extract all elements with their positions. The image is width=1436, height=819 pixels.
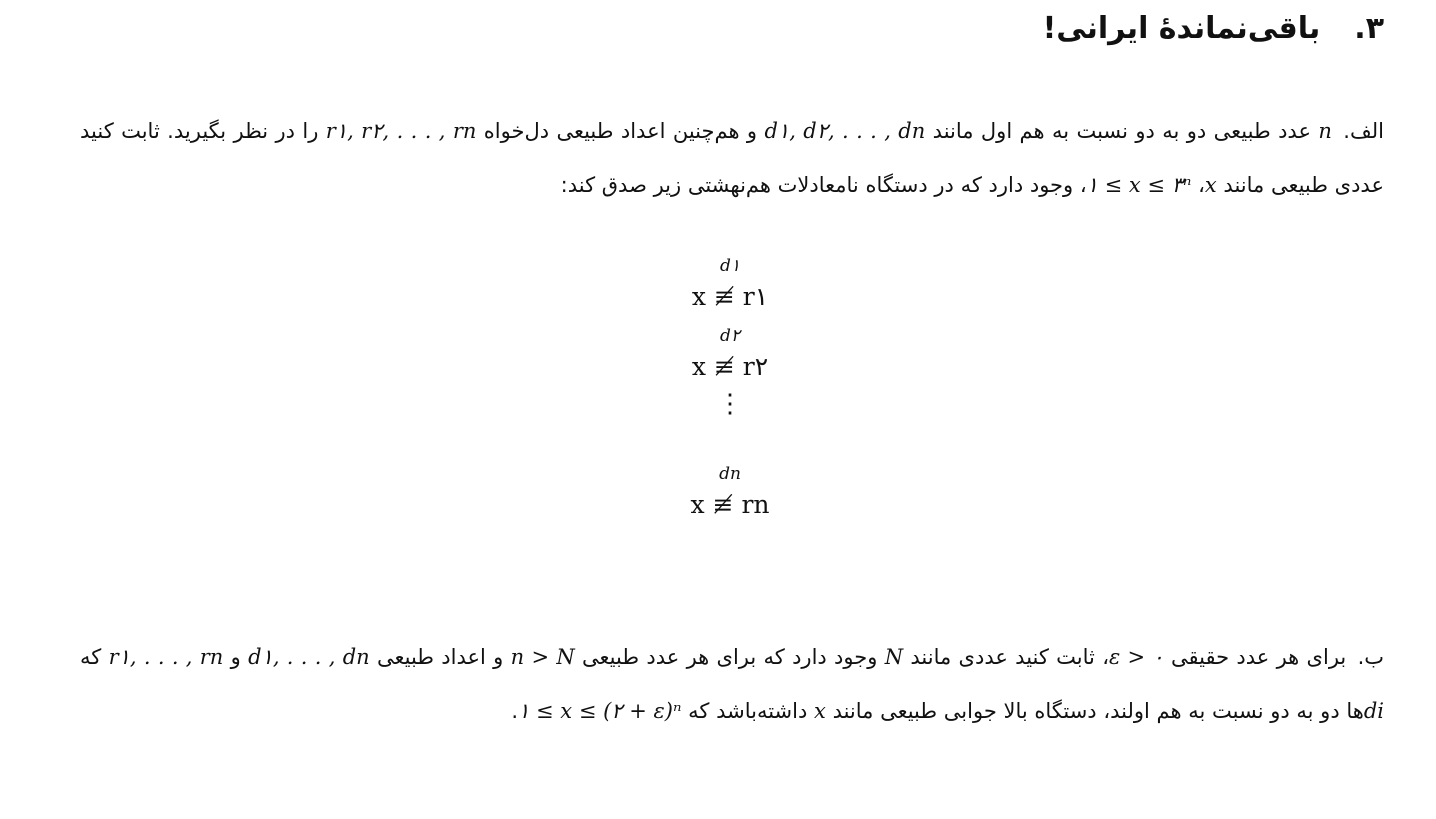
part-a-text-3: را در نظر بگیرید. ثابت کنید عددی طبیعی مانند [80,119,1384,197]
math-n: n [1318,119,1332,143]
math-n-gt-N: n > N [510,645,575,669]
part-b-text-4: و اعداد طبیعی [376,645,504,669]
part-a-text-4: وجود دارد که در دستگاه نامعادلات هم‌نهشتی زیر صدق کند: [560,173,1074,197]
part-b-text-3: وجود دارد که برای هر عدد طبیعی [582,645,878,669]
congruence-row [640,464,820,524]
section-heading [784,6,1384,50]
part-a-text-1: عدد طبیعی دو به دو نسبت به هم اول مانند [932,119,1311,143]
congruence-row [640,256,820,316]
part-b-paragraph: ب. برای هر عدد حقیقی ε > ۰، ثابت کنید عددی مانند N وجود دارد که برای هر عدد طبیعی n > N و اعداد طبیعی d۱, . . . , dn و r۱, . . . , rn که diها دو به دو نسبت به هم اولند، دستگاه بالا جوابی طبیعی مانند x داشته‌باشد که ۱ ≤ x ≤ (۲ + ε)ⁿ. [80,645,1385,723]
math-d-list: d۱, d۲, . . . , dn [764,119,926,143]
math-di: di [1363,699,1384,723]
congruence-relation: x ≢ r۲ [691,352,769,381]
math-r-list: r۱, r۲, . . . , rn [325,119,477,143]
part-b-text-5: و [230,645,241,669]
math-x: x [1204,173,1217,197]
part-b-text-7: ها دو به دو نسبت به هم اولند، دستگاه بالا جوابی طبیعی مانند [832,699,1364,723]
vertical-ellipsis: ⋮ [717,389,743,419]
congruence-modulus: d۲ [719,326,740,346]
congruence-modulus: dn [719,464,741,484]
congruence-row [640,326,820,386]
math-d-list: d۱, . . . , dn [248,645,370,669]
congruence-system [640,256,820,534]
section-title: باقی‌نمانده‌ٔ ایرانی! [1042,10,1321,46]
congruence-relation: x ≢ r۱ [691,282,769,311]
congruence-relation: x ≢ rn [690,490,770,519]
part-b-text-2: ثابت کنید عددی مانند [910,645,1095,669]
part-a-text-2: و هم‌چنین اعداد طبیعی دل‌خواه [483,119,758,143]
part-b-text-6: که [80,645,102,669]
math-N: N [884,645,904,669]
part-b-label: ب. [1357,645,1385,669]
math-range: ۱ ≤ x ≤ ۳ⁿ [1086,173,1192,197]
math-x: x [814,699,826,723]
math-r-list: r۱, . . . , rn [108,645,224,669]
congruence-modulus: d۱ [719,256,740,276]
part-b-text-9: . [511,699,519,723]
part-a-label: الف. [1343,119,1384,143]
section-number: ۳. [1354,10,1384,46]
part-b-text-1: برای هر عدد حقیقی [1171,645,1347,669]
part-a-paragraph: الف. n عدد طبیعی دو به دو نسبت به هم اول مانند d۱, d۲, . . . , dn و هم‌چنین اعداد طبیعی دل‌خواه r۱, r۲, . . . , rn را در نظر بگیرید. ثابت کنید عددی طبیعی مانند x، ۱ ≤ x ≤ ۳ⁿ، وجود دارد که در دستگاه نامعادلات هم‌نهشتی زیر صدق کند: [80,119,1384,197]
math-epsilon: ε > ۰ [1108,645,1164,669]
math-bound: ۱ ≤ x ≤ (۲ + ε)ⁿ [518,699,682,723]
part-b-text-8: داشته‌باشد که [688,699,808,723]
